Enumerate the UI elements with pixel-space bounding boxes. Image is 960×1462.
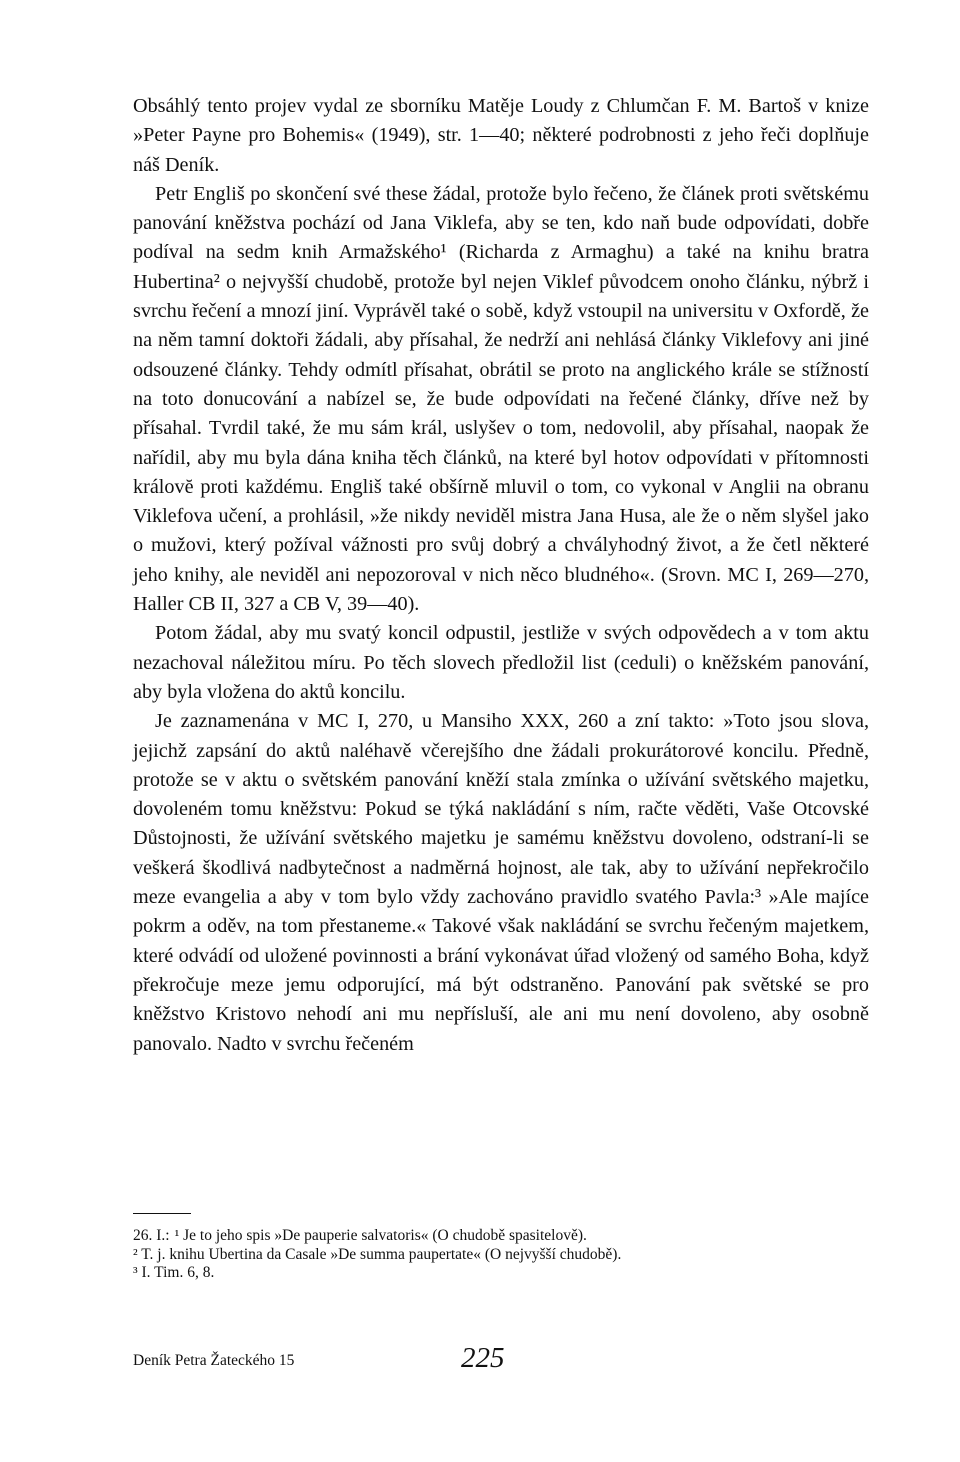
footnote-lead: 26. I.: [133,1227,170,1244]
paragraph-cedule: Je zaznamenána v MC I, 270, u Mansiho XXX, 260 a zní takto: »Toto jsou slova, jejichž zapsání do aktů naléhavě včerejšího dne žádali prokurátorové koncilu. Předně, protože se v aktu o světském panování kněží stala zmínka o užívání světského majetku, dovoleném tomu kněžstvu: Pokud se týká nakládání s ním, račte věděti, Vaše Otcovské Důstojnosti, že užívání světského majetku je samému kněžstvu dovoleno, odstraní-li se veškerá škodlivá nadbytečnost a nadměrná hojnost, ale tak, aby to užívání nepřekročilo meze evangelia a aby v tom bylo vždy zachováno pravidlo svatého Pavla:³ »Ale majíce pokrm a oděv, na tom přestaneme.« Takové však nakládání se svrchu řečeným majetkem, které odvádí od uložené povinnosti a brání vykonávat úřad vložený od samého Boha, když překročuje meze jemu odporující, má být odstraněno. Panování pak světské se pro kněžstvo Kristovo nehodí ani mu nepřísluší, ale ani mu není dovoleno, aby osobně panovalo. Nadto v svrchu řečeném [133,710,869,1055]
footnote-3: ³ I. Tim. 6, 8. [133,1264,215,1281]
signature-mark: Deník Petra Žateckého 15 [133,1352,295,1369]
footnote-2: ² T. j. knihu Ubertina da Casale »De summa paupertate« (O nejvyšší chudobě). [133,1245,622,1263]
footnote-divider [133,1213,191,1214]
paragraph-englis: Petr Engliš po skončení své these žádal, protože bylo řečeno, že článek proti světskému panování kněžstva pochází od Jana Viklefa, aby se ten, kdo naň bude odpovídati, dobře podíval na sedm knih Armažského¹ (Richarda z Armaghu) a také na knihu bratra Hubertina² o nejvyšší chudobě, protože byl nejen Viklef původcem onoho článku, nýbrž i svrchu řečení a mnozí jiní. Vyprávěl také o sobě, když vstoupil na universitu v Oxfordě, že na něm tamní doktoři žádali, aby přísahal, že nedrží ani nehlásá články Viklefovy ani jiné odsouzené články. Tehdy odmítl přísahat, obrátil se proto na anglického krále se stížností na toto donucování a nabízel se, že bude odpovídati na řečené články, dříve než by přísahal. Tvrdil také, že mu sám král, uslyšev o tom, nedovolil, aby přísahal, naopak že nařídil, aby mu byla dána kniha těch článků, na které byl hotov odpovídati v přítomnosti královĕ proti každému. Engliš také obšírně mluvil o tom, co vykonal v Anglii na obranu Viklefova učení, a prohlásil, »že nikdy neviděl mistra Jana Husa, ale že o něm slyšel jako o mužovi, který požíval vážnosti pro svůj dobrý a chvályhodný život, a že četl některé jeho knihy, ale neviděl ani nepozoroval v nich něco bludného«. (Srovn. MC I, 269—270, Haller CB II, 327 a CB V, 39—40). [133,182,869,616]
footnote-text-1: ¹ Je to jeho spis »De pauperie salvatoris« (O chudobě spasitelově). [174,1227,587,1244]
paragraph-intro: Obsáhlý tento projev vydal ze sborníku Matěje Loudy z Chlumčan F. M. Bartoš v knize »Peter Payne pro Bohemis« (1949), str. 1—40; některé podrobnosti z jeho řeči doplňuje náš Deník. [133,95,869,176]
footnotes [133,1227,869,1283]
footnote-1 [133,1227,869,1246]
page-footer [133,1342,869,1382]
page-number: 225 [461,1342,505,1374]
paragraph-koncil: Potom žádal, aby mu svatý koncil odpustil, jestliže v svých odpovědech a v tom aktu nezachoval náležitou míru. Po těch slovech předložil list (ceduli) o kněžském panování, aby byla vložena do aktů koncilu. [133,622,869,703]
main-text [133,92,869,1059]
